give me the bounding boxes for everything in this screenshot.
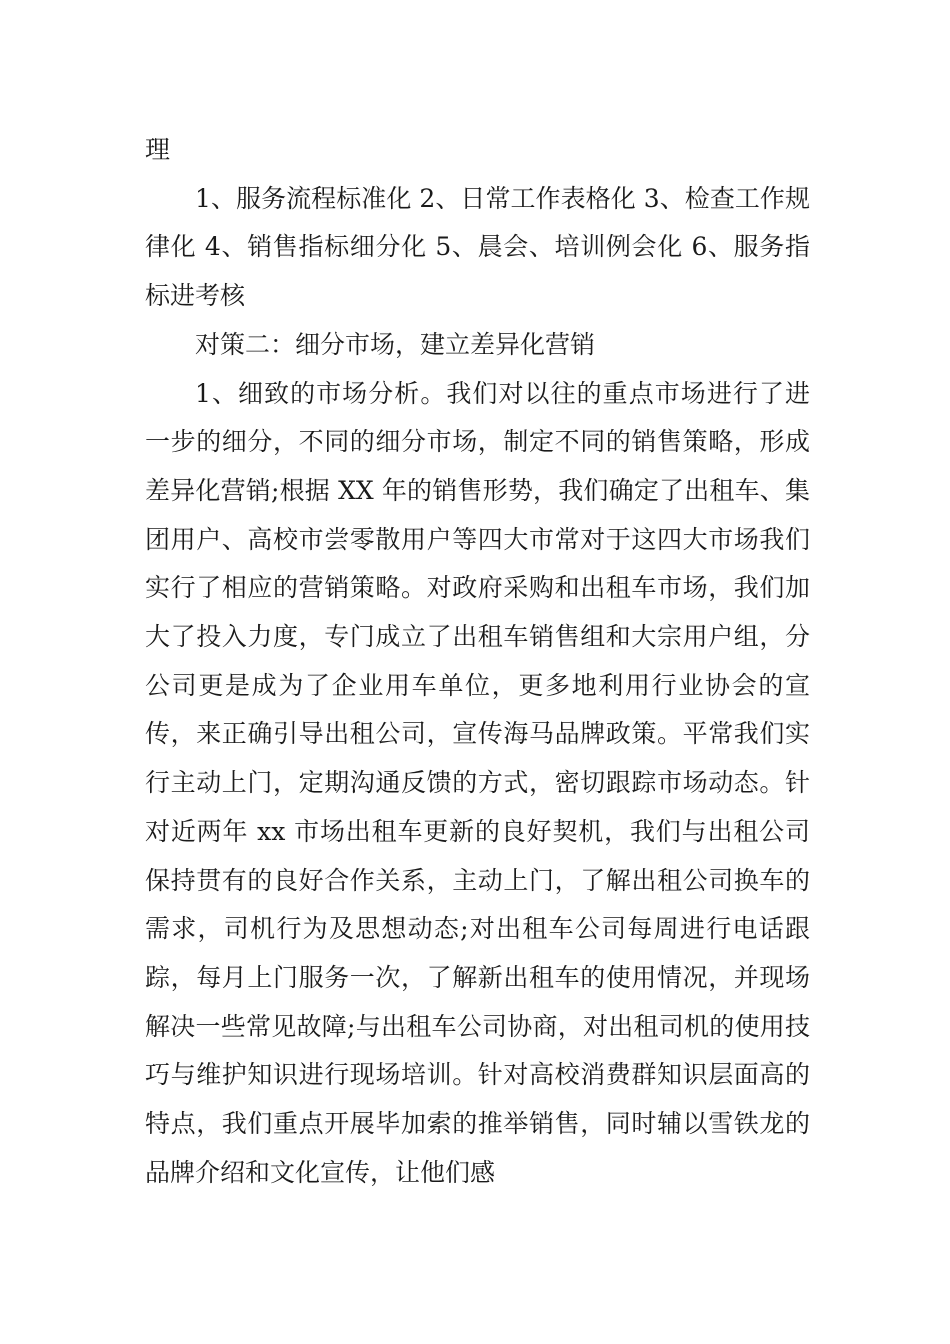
paragraph-service-standards: 1、服务流程标准化 2、日常工作表格化 3、检查工作规律化 4、销售指标细分化 5、晨会、培训例会化 6、服务指标进考核 [145,183,810,311]
document-body [145,126,810,1197]
paragraph-continuation: 理 [145,135,171,164]
paragraph-market-analysis: 1、细致的市场分析。我们对以往的重点市场进行了进一步的细分，不同的细分市场，制定不同的销售策略，形成差异化营销;根据 XX 年的销售形势，我们确定了出租车、集团用户、高校市尝零散用户等四大市常对于这四大市场我们实行了相应的营销策略。对政府采购和出租车市场，我们加大了投入力度，专门成立了出租车销售组和大宗用户组，分公司更是成为了企业用车单位，更多地利用行业协会的宣传，来正确引导出租公司，宣传海马品牌政策。平常我们实行主动上门，定期沟通反馈的方式，密切跟踪市场动态。针对近两年 xx 市场出租车更新的良好契机，我们与出租公司保持贯有的良好合作关系，主动上门，了解出租公司换车的需求，司机行为及思想动态;对出租车公司每周进行电话跟踪，每月上门服务一次，了解新出租车的使用情况，并现场解决一些常见故障;与出租车公司协商，对出租司机的使用技巧与维护知识进行现场培训。针对高校消费群知识层面高的特点，我们重点开展毕加索的推举销售，同时辅以雪铁龙的品牌介绍和文化宣传，让他们感 [145,378,810,1187]
paragraph-strategy-two-heading: 对策二：细分市场，建立差异化营销 [195,329,596,359]
